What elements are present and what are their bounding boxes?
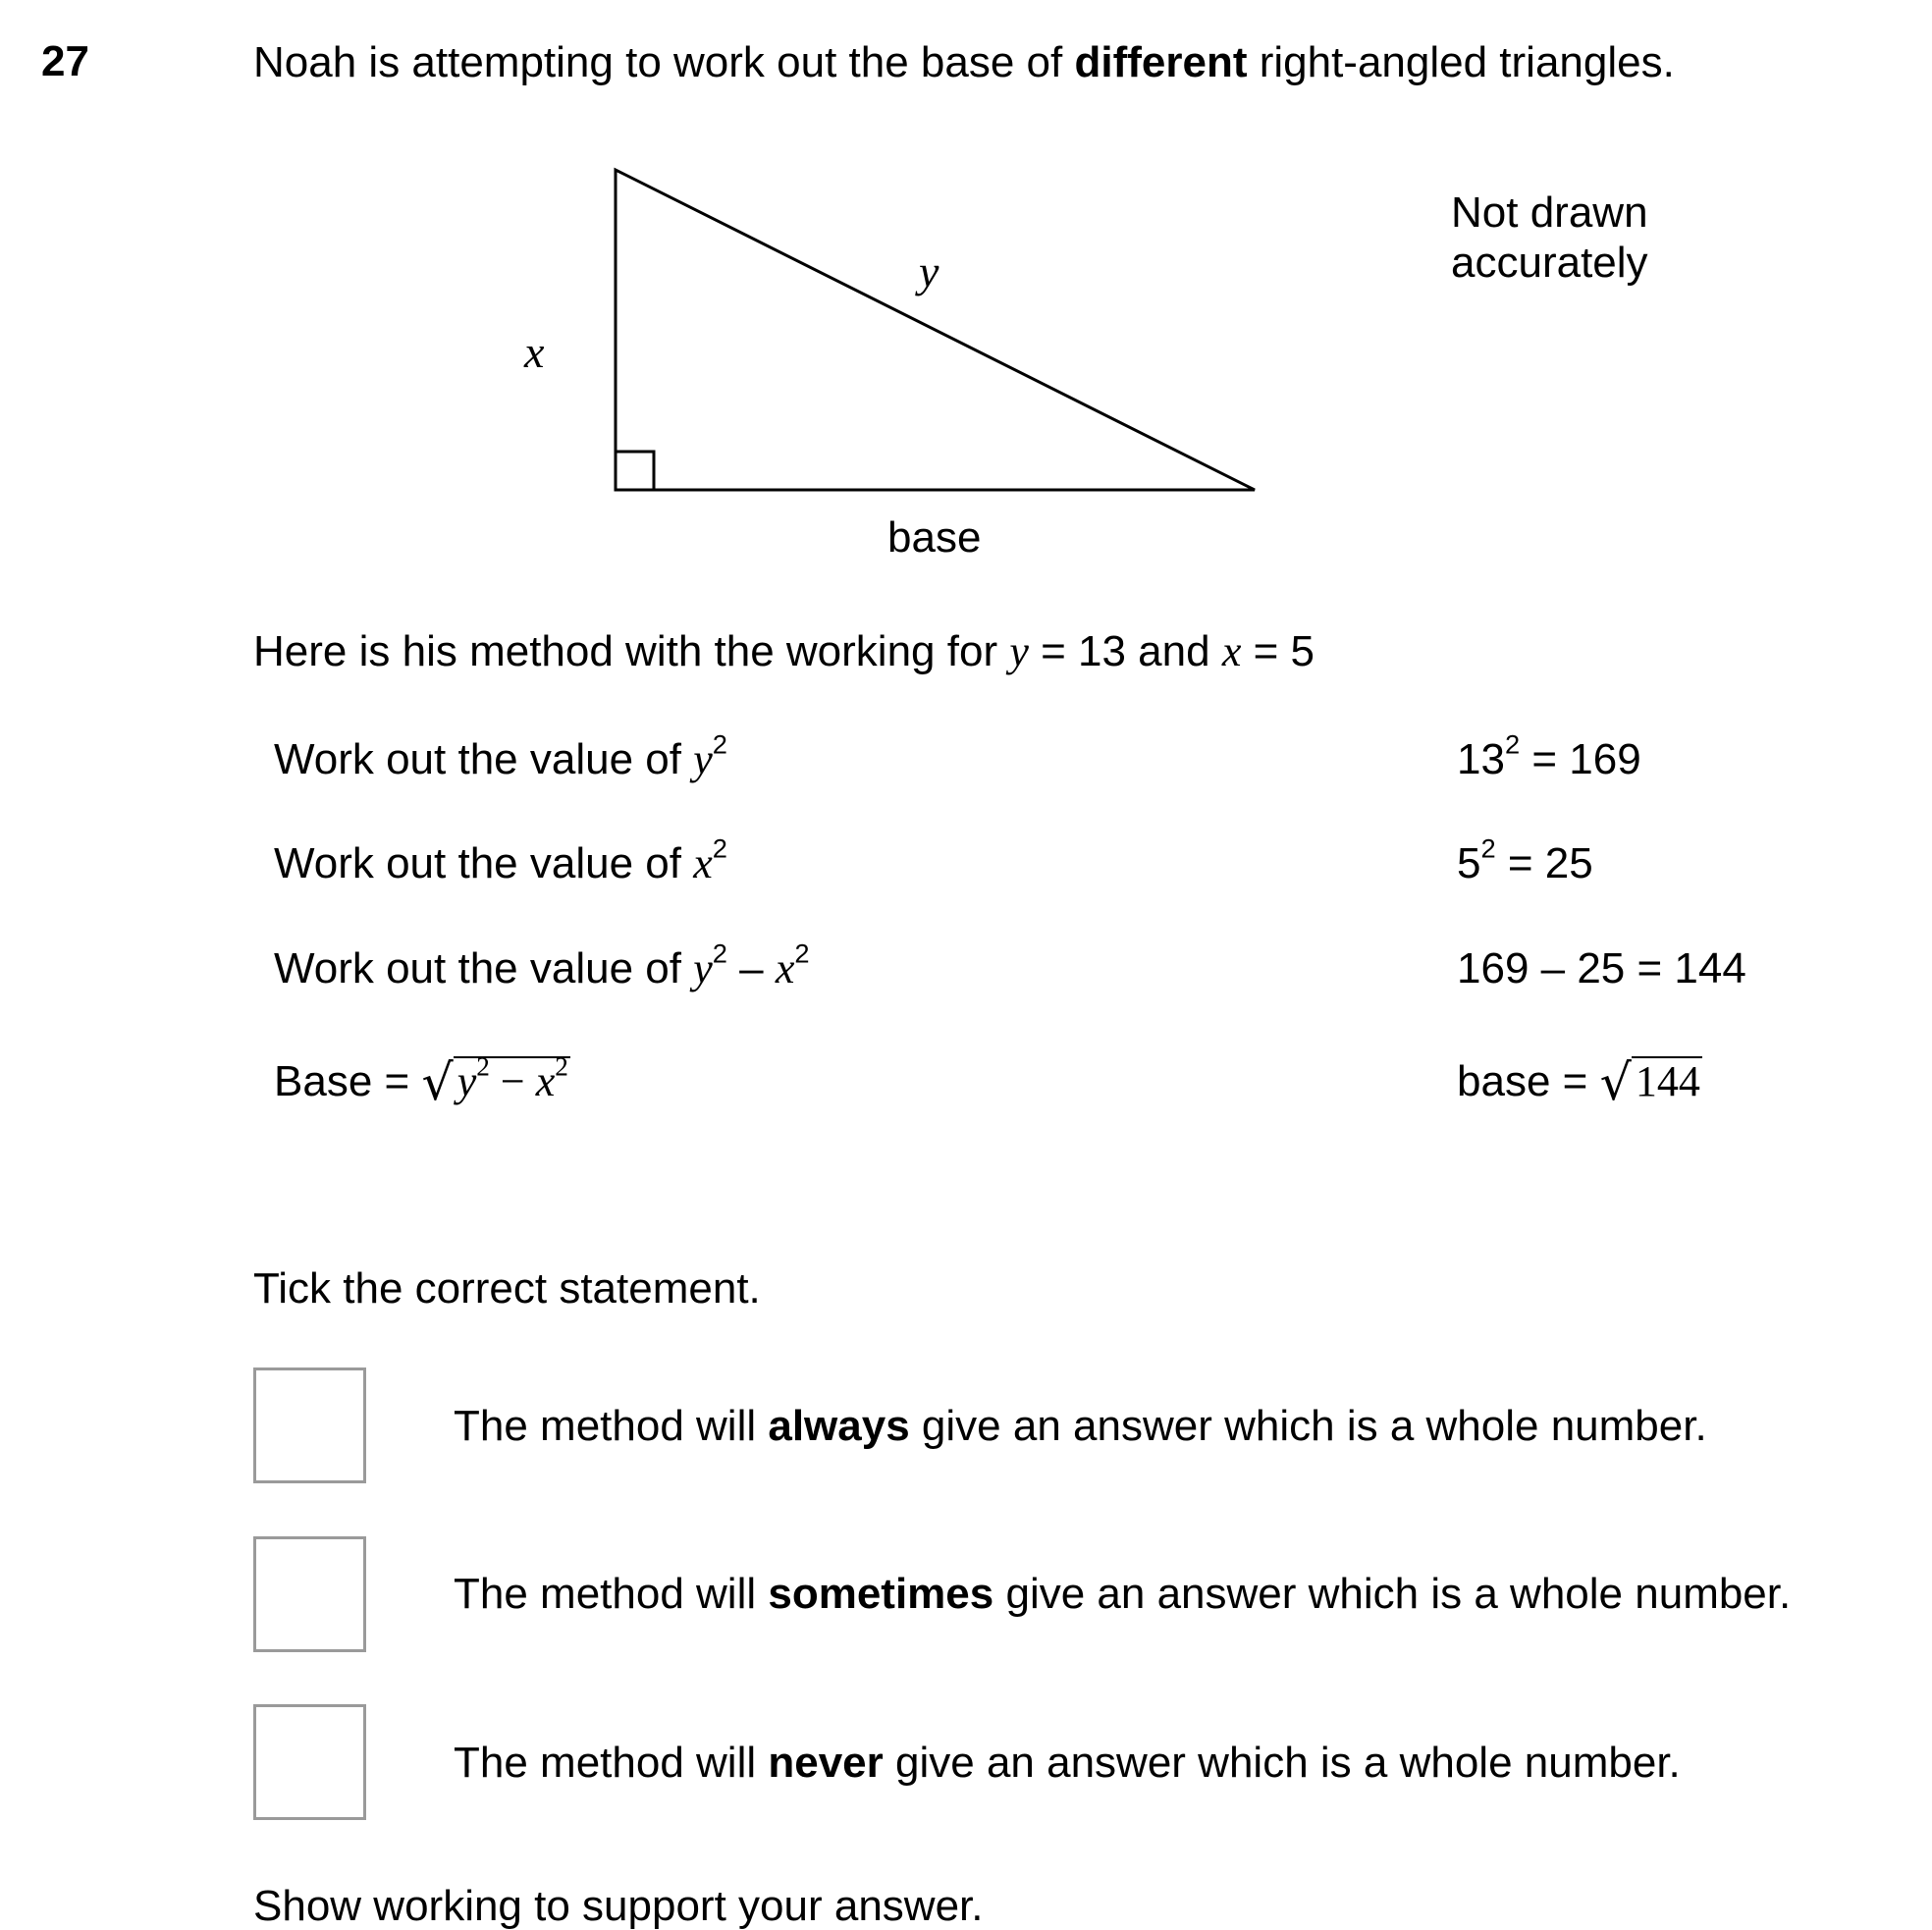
radicand-x: x — [535, 1057, 556, 1105]
method-step-1-left — [274, 728, 727, 783]
step-2-var: x — [693, 839, 713, 887]
option-always-text — [454, 1402, 1707, 1450]
side-label-x: x — [524, 327, 545, 377]
method-intro-mid2: = 5 — [1241, 627, 1315, 675]
step-2-result-exp: 2 — [1480, 832, 1496, 864]
tick-instruction: Tick the correct statement. — [253, 1264, 761, 1313]
triangle-diagram — [0, 0, 1932, 589]
method-step-2-right — [1457, 832, 1593, 887]
method-intro — [253, 627, 1315, 675]
option-sometimes-post: give an answer which is a whole number. — [993, 1570, 1792, 1618]
method-step-2-left — [274, 832, 727, 887]
option-never-bold: never — [768, 1739, 884, 1787]
step-1-result-rest: = 169 — [1520, 735, 1641, 783]
step-3-minus: – — [726, 944, 776, 992]
base-formula-radicand — [454, 1051, 570, 1105]
method-var-y: y — [1009, 627, 1029, 675]
step-2-result-base: 5 — [1457, 839, 1481, 887]
method-step-3-right: 169 – 25 = 144 — [1457, 944, 1746, 992]
base-formula-label: Base = — [274, 1057, 422, 1105]
radicand-exp-2: 2 — [555, 1051, 568, 1082]
tick-box-sometimes[interactable] — [253, 1536, 366, 1652]
base-result-radicand: 144 — [1632, 1056, 1702, 1103]
base-result — [1457, 1053, 1702, 1112]
intro-text-post: right-angled triangles. — [1247, 38, 1675, 86]
step-3-exp-x: 2 — [794, 938, 810, 969]
option-sometimes-text — [454, 1570, 1792, 1618]
step-1-var: y — [693, 735, 713, 783]
side-label-y: y — [919, 246, 939, 296]
base-formula — [274, 1051, 570, 1112]
sqrt-icon: √ — [1599, 1053, 1632, 1112]
step-2-result-rest: = 25 — [1495, 839, 1593, 887]
option-sometimes-pre: The method will — [454, 1570, 769, 1618]
step-1-exp: 2 — [712, 728, 727, 760]
method-step-1-right — [1457, 728, 1641, 783]
step-3-text: Work out the value of — [274, 944, 694, 992]
radicand-y: y — [456, 1057, 477, 1105]
step-2-exp: 2 — [712, 832, 727, 864]
step-3-var-x: x — [775, 944, 795, 992]
method-step-3-left — [274, 938, 810, 992]
question-number: 27 — [41, 37, 89, 85]
method-intro-pre: Here is his method with the working for — [253, 627, 1010, 675]
option-sometimes-bold: sometimes — [768, 1570, 994, 1618]
step-1-result-exp: 2 — [1504, 728, 1521, 760]
step-2-text: Work out the value of — [274, 839, 694, 887]
not-drawn-note-line1: Not drawn — [1451, 188, 1648, 237]
option-always-post: give an answer which is a whole number. — [909, 1402, 1707, 1450]
step-3-exp-y: 2 — [712, 938, 727, 969]
show-working-instruction: Show working to support your answer. — [253, 1882, 984, 1930]
tick-box-never[interactable] — [253, 1704, 366, 1820]
method-intro-mid1: = 13 and — [1028, 627, 1222, 675]
option-never-pre: The method will — [454, 1739, 769, 1787]
triangle-shape — [616, 170, 1255, 490]
radicand-minus: − — [489, 1057, 536, 1105]
side-label-base: base — [887, 513, 982, 562]
base-result-sqrt — [1599, 1053, 1702, 1112]
sqrt-icon: √ — [421, 1053, 454, 1112]
not-drawn-note-line2: accurately — [1451, 239, 1648, 287]
tick-box-always[interactable] — [253, 1367, 366, 1483]
step-3-var-y: y — [693, 944, 713, 992]
base-formula-sqrt — [421, 1051, 569, 1112]
radicand-exp-1: 2 — [476, 1051, 490, 1082]
option-always-pre: The method will — [454, 1402, 769, 1450]
option-never-post: give an answer which is a whole number. — [883, 1739, 1681, 1787]
step-1-result-base: 13 — [1457, 735, 1505, 783]
intro-text-bold: different — [1074, 38, 1248, 86]
intro-text-pre: Noah is attempting to work out the base of — [253, 38, 1075, 86]
option-never-text — [454, 1739, 1681, 1787]
step-1-text: Work out the value of — [274, 735, 694, 783]
base-result-label: base = — [1457, 1057, 1600, 1105]
method-var-x: x — [1221, 627, 1242, 675]
option-always-bold: always — [768, 1402, 910, 1450]
right-angle-marker — [616, 452, 654, 490]
